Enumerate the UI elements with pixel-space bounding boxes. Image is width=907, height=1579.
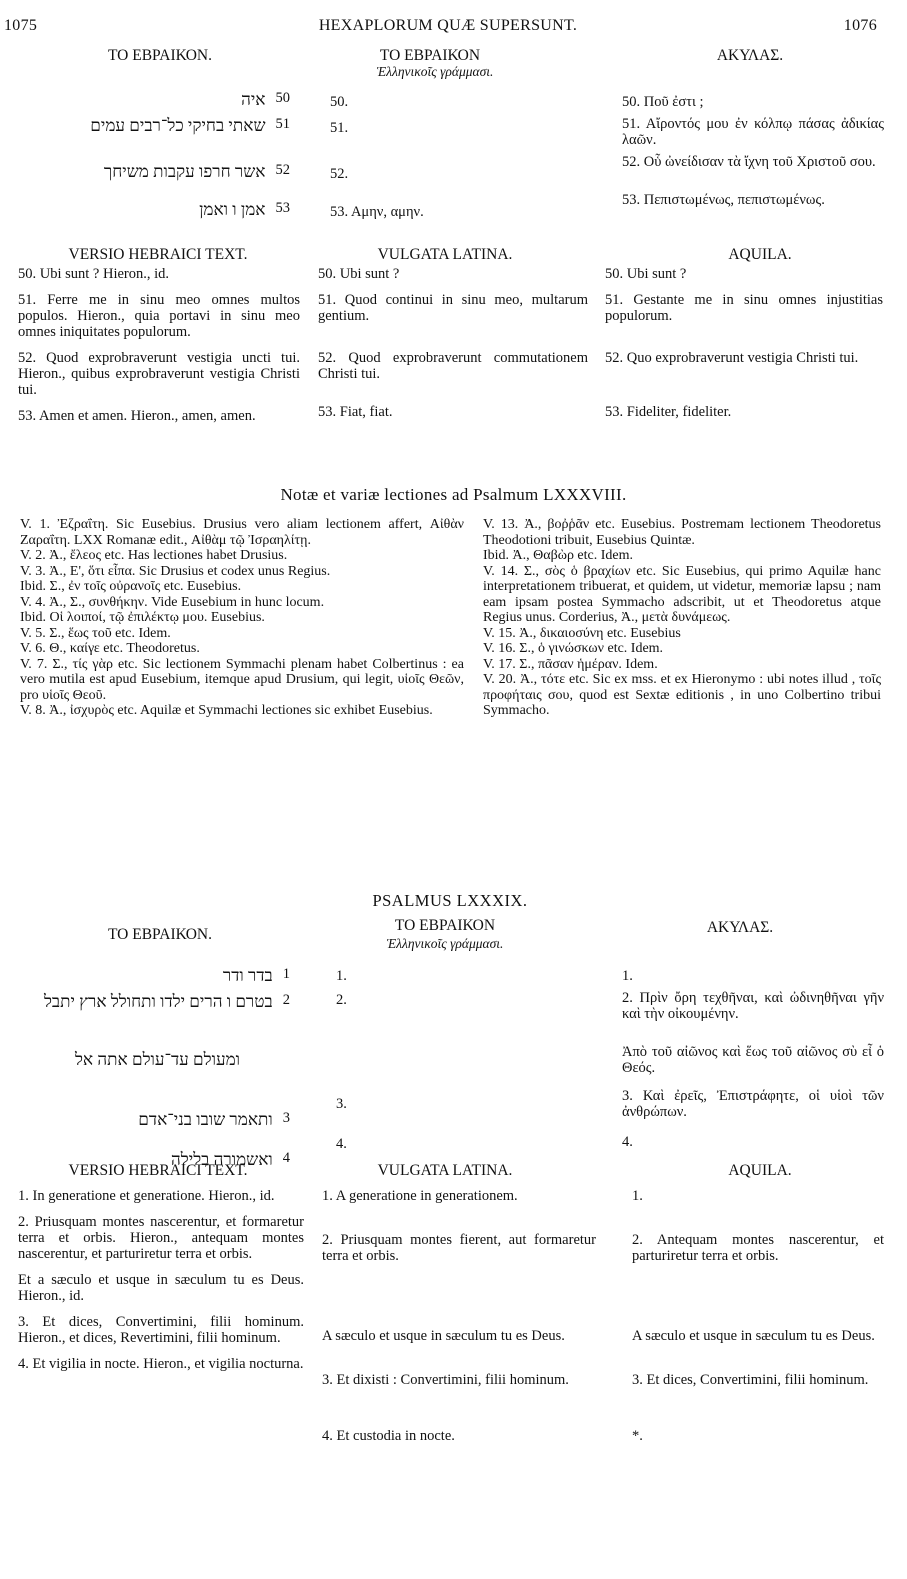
verse-paragraph: A sæculo et usque in sæculum tu es Deus. xyxy=(632,1328,875,1344)
heading-aquila-latin: AQUILA. xyxy=(728,246,792,263)
verse-paragraph: 2. Antequam montes nascerentur, et parturiretur terra et orbis. xyxy=(632,1232,884,1264)
greek-letters-column-bottom: 1. 2. 3. 4. xyxy=(336,968,347,1152)
heading-aquila-latin: AQUILA. xyxy=(728,1162,792,1179)
note-entry: V. 20. Ἀ., τότε etc. Sic ex mss. et ex Hieronymo : ubi notes illud , τοῖς προφήταις σου, quod est Sextæ editionis , in uno Colbertino tribui Symmacho. xyxy=(483,672,881,718)
verse-paragraph: 51. Quod continui in sinu meo, multarum gentium. xyxy=(318,292,588,324)
note-entry: V. 5. Σ., ἕως τοῦ etc. Idem. xyxy=(20,625,171,641)
verse-paragraph: 52. Quod exprobraverunt commutationem Christi tui. xyxy=(318,350,588,382)
verse-paragraph: 52. Quo exprobraverunt vestigia Christi tui. xyxy=(605,350,859,366)
aquila-latin-column-bottom xyxy=(632,1188,884,1444)
verse-paragraph: 4. Et custodia in nocte. xyxy=(322,1428,455,1444)
note-entry: V. 14. Σ., σὸς ὁ βραχίων etc. Sic Eusebius, qui primo Aquilæ hanc interpretationem tribuerat, et quidem, ut videtur, memoriæ lapsu ; nam eam ipsam postea Symmacho adscribit, ut et Theodoretus atque Regius unus. Corderius, Ἀ., μετὰ δυνάμεως. xyxy=(483,563,881,625)
verse-paragraph: 50. Ubi sunt ? Hieron., id. xyxy=(18,266,170,282)
verse-paragraph: A sæculo et usque in sæculum tu es Deus. xyxy=(322,1328,565,1344)
verse-paragraph: 52. Quod exprobraverunt vestigia uncti tui. Hieron., quibus exprobraverunt vestigia Christi tui. xyxy=(18,350,300,398)
note-entry: V. 3. Ἀ., Ε', ὅτι εἶπα. Sic Drusius et codex unus Regius. xyxy=(20,563,331,579)
aquila-greek-column-top: 50. Ποῦ ἐστι ; 51. Αἴροντός μου ἐν κόλπῳ πάσας ἀδικίας λαῶν. 52. Οὗ ὠνείδισαν τὰ ἴχνη τοῦ Χριστοῦ σου. 53. Πεπιστωμένως, πεπιστωμένως. xyxy=(622,94,884,208)
note-entry: V. 6. Θ., καίγε etc. Theodoretus. xyxy=(20,641,200,656)
notes-right-column xyxy=(483,517,881,719)
greek-letters-column-top: 50. 51. 52. 53. Αμην, αμην. xyxy=(330,94,424,220)
heading-vulgata: VULGATA LATINA. xyxy=(377,246,513,263)
verse-paragraph: 53. Fideliter, fideliter. xyxy=(605,404,732,420)
hebrew-line: אמן ו ואמן 53 xyxy=(199,200,290,219)
verse-paragraph: 2. Priusquam montes nascerentur, et formaretur terra et orbis. Hieron., antequam montes nascerentur, et parturiretur terra et orbis. xyxy=(18,1214,304,1262)
hebrew-line: בדר ודר 1 xyxy=(222,966,290,985)
note-entry: Ibid. Ἀ., Θαβὼρ etc. Idem. xyxy=(483,548,634,563)
notes-title: Notæ et variæ lectiones ad Psalmum LXXXVIII. xyxy=(280,485,627,504)
note-entry: V. 13. Ἀ., βοῤῥᾶν etc. Eusebius. Postremam lectionem Theodoretus Theodotioni tribuit, Eusebius Quintæ. xyxy=(483,517,881,548)
hebrew-line: איה 50 xyxy=(241,90,290,109)
heading-versio-hebraici: VERSIO HEBRAICI TEXT. xyxy=(68,246,248,263)
verse-paragraph: 50. Ubi sunt ? xyxy=(318,266,400,282)
notes-left-column xyxy=(20,517,464,719)
vulgata-column-top xyxy=(318,266,588,420)
verse-paragraph: 50. Ubi sunt ? xyxy=(605,266,687,282)
aquila-latin-column-top xyxy=(605,266,883,420)
heading-vulgata: VULGATA LATINA. xyxy=(377,1162,513,1179)
hebrew-line: שאתי בחיקי כל־רבים עמים 51 xyxy=(90,116,290,135)
note-entry: V. 1. Ἐζραΐτη. Sic Eusebius. Drusius vero aliam lectionem affert, Αἰθὰν Ζαραΐτη. LXX Romanæ edit., Αἰθὰμ τῷ Ἰσραηλίτῃ. xyxy=(20,517,464,548)
hebrew-line: בטרם ו הרים ילדו ותחולל ארץ יתבל 2 xyxy=(43,992,290,1011)
note-entry: V. 2. Ἀ., ἔλεος etc. Has lectiones habet Drusius. xyxy=(20,548,288,563)
verse-paragraph: 3. Et dices, Convertimini, filii hominum. Hieron., et dices, Revertimini, filii hominum. xyxy=(18,1314,304,1346)
verse-paragraph: 51. Ferre me in sinu meo omnes multos populos. Hieron., quia portavi in sinu meo omnes iniquitates populorum. xyxy=(18,292,300,340)
versio-hebraici-column-bottom xyxy=(18,1188,304,1372)
verse-paragraph: 53. Amen et amen. Hieron., amen, amen. xyxy=(18,408,256,424)
left-page-number: 1075 xyxy=(4,17,38,34)
psalm-title: PSALMUS LXXXIX. xyxy=(372,891,528,910)
hebrew-line: ואשמורה בלילה 4 xyxy=(171,1150,290,1169)
vulgata-column-bottom xyxy=(322,1188,596,1444)
verse-paragraph: 4. Et vigilia in nocte. Hieron., et vigilia nocturna. xyxy=(18,1356,304,1372)
verse-paragraph: 1. xyxy=(632,1188,643,1204)
col-heading-hebrew: ΤΟ ΕΒΡΑΙΚΟΝ. xyxy=(107,47,213,64)
verse-paragraph: 2. Priusquam montes fierent, aut formaretur terra et orbis. xyxy=(322,1232,596,1264)
hebrew-line: ותאמר שובו בני־אדם 3 xyxy=(138,1110,290,1129)
note-entry: Ibid. Σ., ἐν τοῖς οὐρανοῖς etc. Eusebius. xyxy=(20,579,242,594)
verse-paragraph: 53. Fiat, fiat. xyxy=(318,404,393,420)
verse-paragraph: 3. Et dices, Convertimini, filii hominum. xyxy=(632,1372,869,1388)
verse-paragraph: Et a sæculo et usque in sæculum tu es Deus. Hieron., id. xyxy=(18,1272,304,1304)
hebrew-column-top xyxy=(20,90,290,230)
verse-paragraph: *. xyxy=(632,1428,643,1444)
heading-versio-hebraici: VERSIO HEBRAICI TEXT. xyxy=(68,1162,248,1179)
col-heading-aquila: ΑΚΥΛΑΣ. xyxy=(716,47,784,64)
note-entry: V. 8. Ἀ., ἰσχυρὸς etc. Aquilæ et Symmachi lectiones sic exhibet Eusebius. xyxy=(20,703,433,718)
verse-paragraph: 1. In generatione et generatione. Hieron., id. xyxy=(18,1188,275,1204)
hebrew-line: אשר חרפו עקבות משיחך 52 xyxy=(103,162,290,181)
col-subheading-greek-letters: Ἑλληνικοῖς γράμμασι. xyxy=(376,64,494,79)
col-subheading-greek-letters: Ἑλληνικοῖς γράμμασι. xyxy=(386,936,504,951)
col-heading-greek-letters: ΤΟ ΕΒΡΑΙΚΟΝ xyxy=(394,917,496,934)
note-entry: V. 7. Σ., τίς γὰρ etc. Sic lectionem Symmachi plenam habet Colbertinus : ea vero mutila est apud Eusebium, itemque apud Drusium, qui legit, υἱοῖς Θεῶν, pro υἱοῖς Θεοῦ. xyxy=(20,656,464,703)
col-heading-greek-letters: ΤΟ ΕΒΡΑΙΚΟΝ xyxy=(379,47,481,64)
verse-paragraph: 51. Gestante me in sinu omnes injustitias populorum. xyxy=(605,292,883,324)
aquila-greek-column-bottom: 1. 2. Πρὶν ὄρη τεχθῆναι, καὶ ὠδινηθῆναι γῆν καὶ τὴν οἰκουμένην. Ἀπὸ τοῦ αἰῶνος καὶ ἕως τοῦ αἰῶνος σὺ εἶ ὁ Θεός. 3. Καὶ ἐρεῖς, Ἐπιστράφητε, οἱ υἱοὶ τῶν ἀνθρώπων. 4. xyxy=(622,968,884,1150)
note-entry: V. 4. Ἀ., Σ., συνθήκην. Vide Eusebium in hunc locum. xyxy=(20,594,325,610)
right-page-number: 1076 xyxy=(843,17,877,34)
note-entry: V. 15. Ἀ., δικαιοσύνη etc. Eusebius xyxy=(483,625,681,641)
col-heading-hebrew: ΤΟ ΕΒΡΑΙΚΟΝ. xyxy=(107,926,213,943)
col-heading-aquila: ΑΚΥΛΑΣ. xyxy=(706,919,774,936)
versio-hebraici-column-top xyxy=(18,266,300,424)
verse-paragraph: 1. A generatione in generationem. xyxy=(322,1188,518,1204)
note-entry: Ibid. Οἱ λοιποί, τῷ ἐπιλέκτῳ μου. Eusebius. xyxy=(20,610,265,625)
hebrew-line: ומעולם עד־עולם אתה אל xyxy=(74,1050,240,1069)
hebrew-column-bottom xyxy=(20,966,290,1174)
note-entry: V. 17. Σ., πᾶσαν ἡμέραν. Idem. xyxy=(483,656,658,672)
running-title: HEXAPLORUM QUÆ SUPERSUNT. xyxy=(318,17,578,34)
note-entry: V. 16. Σ., ὁ γινώσκων etc. Idem. xyxy=(483,641,664,656)
verse-paragraph: 3. Et dixisti : Convertimini, filii hominum. xyxy=(322,1372,569,1388)
